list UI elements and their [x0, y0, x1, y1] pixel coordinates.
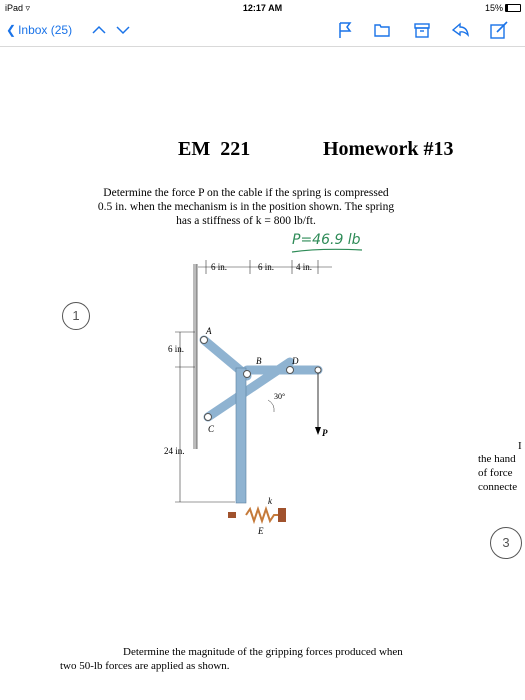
folder-move-icon[interactable] — [371, 19, 393, 41]
dim-left-1: 6 in. — [168, 344, 185, 354]
battery-icon — [505, 4, 521, 12]
dim-top-3: 4 in. — [296, 262, 313, 272]
problem-2-text — [60, 645, 460, 673]
pin-c — [205, 414, 212, 421]
course-title: EM 221 — [178, 138, 251, 160]
label-c: C — [208, 424, 215, 434]
angle-label: 30° — [274, 392, 286, 401]
problem-1-text: Determine the force P on the cable if the spring is compressed 0.5 in. when the mechanism is in the position shown. The spring has a stiffness of k = 800 lb/ft. — [97, 187, 395, 227]
dim-top-2: 6 in. — [258, 262, 275, 272]
wifi-icon: ▿ — [25, 3, 31, 13]
mail-toolbar — [0, 16, 525, 47]
spring-mount — [278, 508, 286, 522]
label-e: E — [258, 526, 264, 536]
wall — [193, 264, 197, 449]
force-p-arrow — [315, 427, 321, 435]
label-d: D — [292, 356, 299, 366]
reply-icon[interactable] — [449, 19, 471, 41]
attachment-document[interactable] — [0, 47, 525, 700]
status-bar — [0, 0, 525, 16]
side-text-3: of force — [478, 467, 513, 479]
clock: 12:17 AM — [242, 3, 283, 13]
vertical-lever — [236, 368, 246, 503]
problem-2-line-1: Determine the magnitude of the gripping forces produced when — [123, 646, 403, 658]
device-label: iPad ▿ — [5, 3, 31, 13]
compose-icon[interactable] — [488, 19, 510, 41]
next-message-chevron-down-icon[interactable] — [112, 19, 134, 41]
flag-icon[interactable] — [334, 19, 356, 41]
battery-percent: 15% — [484, 3, 503, 13]
previous-message-chevron-up-icon[interactable] — [88, 19, 110, 41]
label-k: k — [268, 496, 272, 506]
problem-2-line-2: two 50-lb forces are applied as shown. — [60, 660, 230, 672]
homework-title: Homework #13 — [323, 138, 454, 160]
spring — [246, 509, 278, 521]
pin-b — [244, 371, 251, 378]
pin-a — [201, 337, 208, 344]
side-text-1: I — [518, 440, 522, 452]
label-b: B — [256, 356, 262, 366]
side-text-4: connecte — [478, 481, 518, 493]
back-to-inbox-button[interactable]: ❮ Inbox (25) — [6, 23, 73, 37]
chevron-left-icon: ❮ — [6, 23, 17, 37]
dim-top-1: 6 in. — [211, 262, 228, 272]
mechanism-figure — [150, 252, 350, 536]
handwritten-answer: P=46.9 lb — [292, 232, 361, 248]
label-p: P — [322, 428, 328, 438]
pin-d — [287, 367, 294, 374]
dim-left-2: 24 in. — [164, 446, 185, 456]
label-a: A — [206, 326, 212, 336]
side-text-2: the hand — [478, 453, 516, 465]
archive-icon[interactable] — [411, 19, 433, 41]
problem-1-circle: 1 — [62, 302, 90, 330]
problem-3-circle: 3 — [490, 527, 522, 559]
